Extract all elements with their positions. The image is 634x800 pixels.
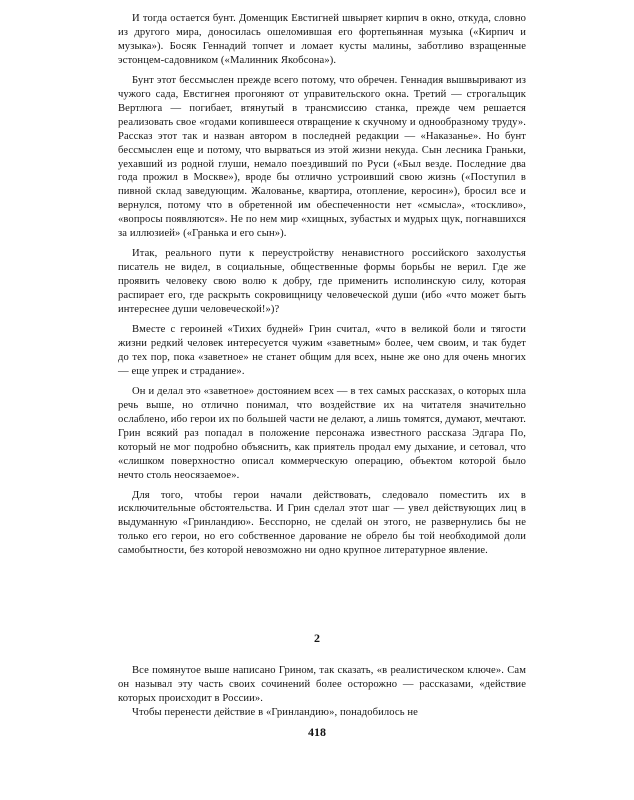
paragraph: Для того, чтобы герои начали действовать, следовало поместить их в исключительные обстоятельства. И Грин сделал этот шаг — увел действующих лиц в выдуманную «Гринландию». Бесспорно, не сделай он этого, не развернулись бы не только его герои, но его собственное дарование не обрело бы той необходимой доли самобытности, без которой невозможно ни одно крупное литературное явление.	[118, 489, 526, 557]
paragraph: Бунт этот бессмыслен прежде всего потому, что обречен. Геннадия вышвыривают из чужого сада, Евстигнея прогоняют от управительского окна. Третий — строгальщик Вертлюга — погибает, втянутый в трансмиссию станка, прежде чем решается реализовать свое «годами копившееся отвращение к скучному и однообразному труду». Рассказ этот так и назван автором в последней редакции — «Наказанье». Но бунт бессмыслен еще и потому, что вырваться из этой жизни некуда. Сын лесника Граньки, уехавший из родной глуши, немало поездивший по Руси («Был везде. Последние два года прожил в Москве»), вроде бы отлично устроивший свою жизнь («Поступил в пивной склад заведующим. Жалованье, квартира, отопление, керосин»), бросил все и вернулся, потому что в обретенной им обеспеченности нет «смысла», «тоскливо», «вопросы появляются». Не по нем мир «хищных, зубастых и мудрых щук, погнавшихся за иллюзией» («Гранька и его сын»).	[118, 74, 526, 240]
paragraph: Итак, реального пути к переустройству ненавистного российского захолустья писатель не видел, в социальные, общественные формы борьбы не верил. Где же проявить человеку свою волю к добру, где применить исполинскую силу, которая распирает его, где раскрыть сокровищницу человеческой души (ибо «что может быть интереснее души человеческой!»)?	[118, 248, 526, 316]
paragraph: Вместе с героиней «Тихих будней» Грин считал, «что в великой боли и тягости жизни редкий человек интересуется чужим «заветным» более, чем своим, и так будет до тех пор, пока «заветное» не станет общим для всех, ныне же оно для очень многих — еще упрек и страдание».	[118, 324, 526, 377]
main-text	[118, 12, 526, 558]
paragraph: Он и делал это «заветное» достоянием всех — в тех самых рассказах, о которых шла речь выше, но отлично понимал, что воздействие их на читателя значительно ослаблено, ибо герои их по большей части не делают, а лишь томятся, думают, мечтают. Грин всякий раз попадал в положение персонажа известного рассказа Эдгара По, который не мог подробно объяснить, как приятель продал ему дыхание, и сетовал, что «слишком поверхностно описал коммерческую операцию, объектом которой было нечто столь неосязаемое».	[118, 385, 526, 481]
paragraph: Чтобы перенести действие в «Гринландию», понадобилось не	[132, 706, 418, 718]
paragraph: И тогда остается бунт. Доменщик Евстигней швыряет кирпич в окно, откуда, словно из другого мира, доносилась ошеломившая его фортепьянная музыка («Кирпич и музыка»). Босяк Геннадий топчет и ломает кусты малины, заботливо взращенные эстонцем-садовником («Малинник Якобсона»).	[118, 13, 526, 66]
section-text	[118, 664, 526, 720]
section-number: 2	[314, 631, 320, 645]
page-number: 418	[308, 725, 326, 739]
paragraph: Все помянутое выше написано Грином, так сказать, «в реалистическом ключе». Сам он называл эту часть своих сочинений более осторожно — рассказами, «действие которых происходит в России».	[118, 665, 526, 704]
